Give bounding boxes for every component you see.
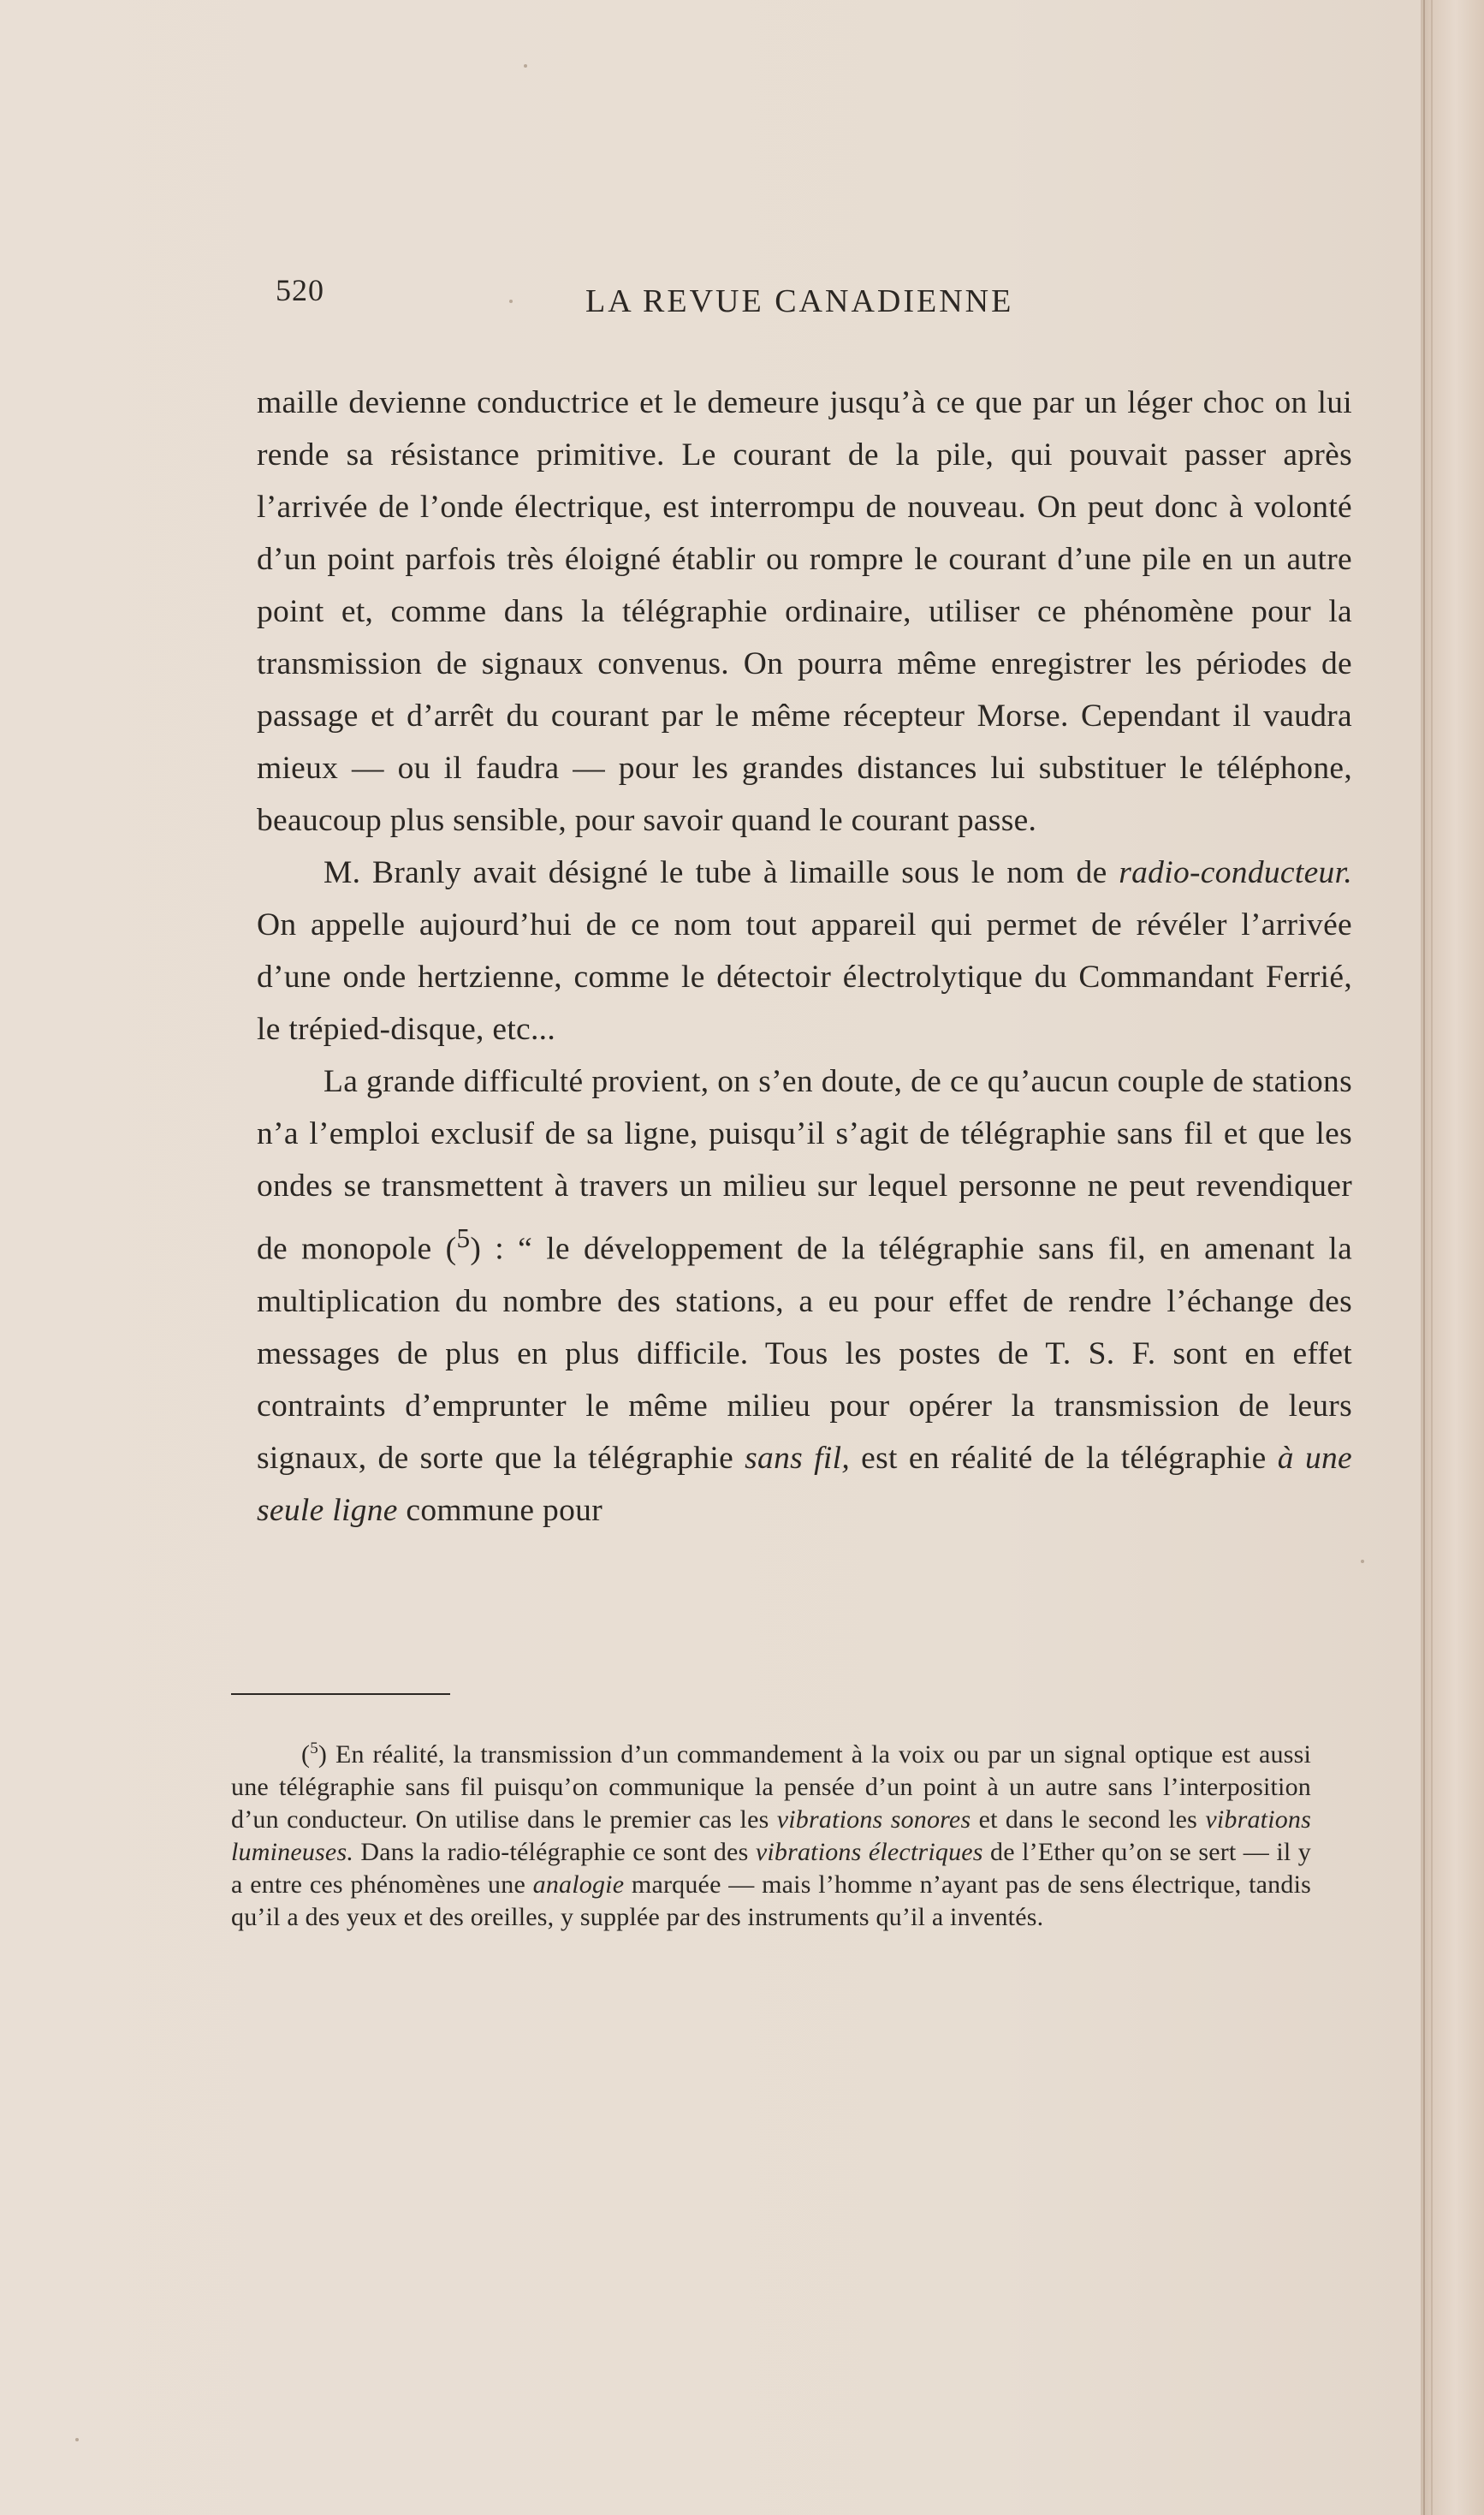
text-run: maille devienne conductrice et le demeure jusqu’à ce que par un léger choc on lui rende sa résistance primitive. Le courant de la pile, qui pouvait passer après l’arrivée de l’onde électrique, est interrompu de nouveau. On peut donc à volonté d’un point parfois très éloigné établir ou rompre le courant d’une pile en un autre point et, comme dans la télégraphie ordinaire, utiliser ce phénomène pour la transmission de signaux convenus. On pourra même enregistrer les périodes de passage et d’arrêt du courant par le même récepteur Morse. Cependant il vaudra mieux — ou il faudra — pour les grandes distances lui substituer le téléphone, beaucoup plus sensible, pour savoir quand le courant passe. xyxy=(257,385,1352,838)
footnote-5 xyxy=(231,1733,1311,1934)
footnote-reference-marker: 5 xyxy=(310,1739,318,1757)
text-run: commune pour xyxy=(397,1492,603,1528)
text-run: est en réalité de la télégraphie xyxy=(850,1440,1278,1476)
italic-text: analogie xyxy=(532,1870,625,1899)
text-run: ( xyxy=(301,1740,311,1769)
italic-text: vibrations électriques xyxy=(755,1838,983,1866)
text-run: Dans la radio-télégraphie ce sont des xyxy=(353,1838,756,1866)
paragraph xyxy=(257,377,1352,847)
gutter-shadow-line xyxy=(1431,0,1433,2515)
page-number: 520 xyxy=(276,273,324,307)
italic-text: vibrations sonores xyxy=(776,1805,971,1834)
paragraph xyxy=(257,1055,1352,1537)
paper-speck xyxy=(509,300,513,303)
italic-text: radio-conducteur. xyxy=(1119,855,1352,890)
paragraph xyxy=(257,847,1352,1055)
running-title: LA REVUE CANADIENNE xyxy=(585,283,1014,319)
paper-speck xyxy=(524,64,527,68)
gutter-edge-line xyxy=(1423,0,1425,2515)
text-run: ) En réalité, la transmission d’un commandement à la voix ou par un signal optique est aussi une télégraphie sans fil puisqu’on communique la pensée d’un point à un autre sans l’interposition d’un conducteur. On utilise dans le premier cas les xyxy=(231,1740,1311,1834)
italic-text: vibrations lumineuses. xyxy=(231,1805,1311,1866)
text-run: marquée — mais l’homme n’ayant pas de sens électrique, tandis qu’il a des yeux et des oreilles, y supplée par des instruments qu’il a inventés. xyxy=(231,1870,1311,1931)
footnote-reference-marker: 5 xyxy=(456,1223,471,1253)
body-text xyxy=(257,377,1352,1537)
italic-text: à une seule ligne xyxy=(257,1440,1352,1528)
italic-text: sans fil, xyxy=(745,1440,851,1476)
text-run: M. Branly avait désigné le tube à limaille sous le nom de xyxy=(324,855,1119,890)
paper-speck xyxy=(75,2438,79,2441)
text-run: ) : “ le développement de la télégraphie sans fil, en amenant la multiplication du nombre des stations, a eu pour effet de rendre l’échange des messages de plus en plus difficile. Tous les postes de T. S. F. sont en effet contraints d’emprunter le même milieu pour opérer la transmission de leurs signaux, de sorte que la télégraphie xyxy=(257,1231,1353,1476)
text-run: de l’Ether qu’on se sert — il y a entre ces phénomènes une xyxy=(231,1838,1312,1899)
text-run: et dans le second les xyxy=(971,1805,1206,1834)
footnote-separator xyxy=(231,1693,450,1695)
text-run: On appelle aujourd’hui de ce nom tout appareil qui permet de révéler l’arrivée d’une onde hertzienne, comme le détectoir électrolytique du Commandant Ferrié, le trépied-disque, etc... xyxy=(257,907,1352,1047)
paper-speck xyxy=(1361,1560,1364,1563)
text-run: La grande difficulté provient, on s’en doute, de ce qu’aucun couple de stations n’a l’emploi exclusif de sa ligne, puisqu’il s’agit de télégraphie sans fil et que les ondes se transmettent à travers un milieu sur lequel personne ne peut revendiquer de monopole ( xyxy=(257,1064,1352,1267)
